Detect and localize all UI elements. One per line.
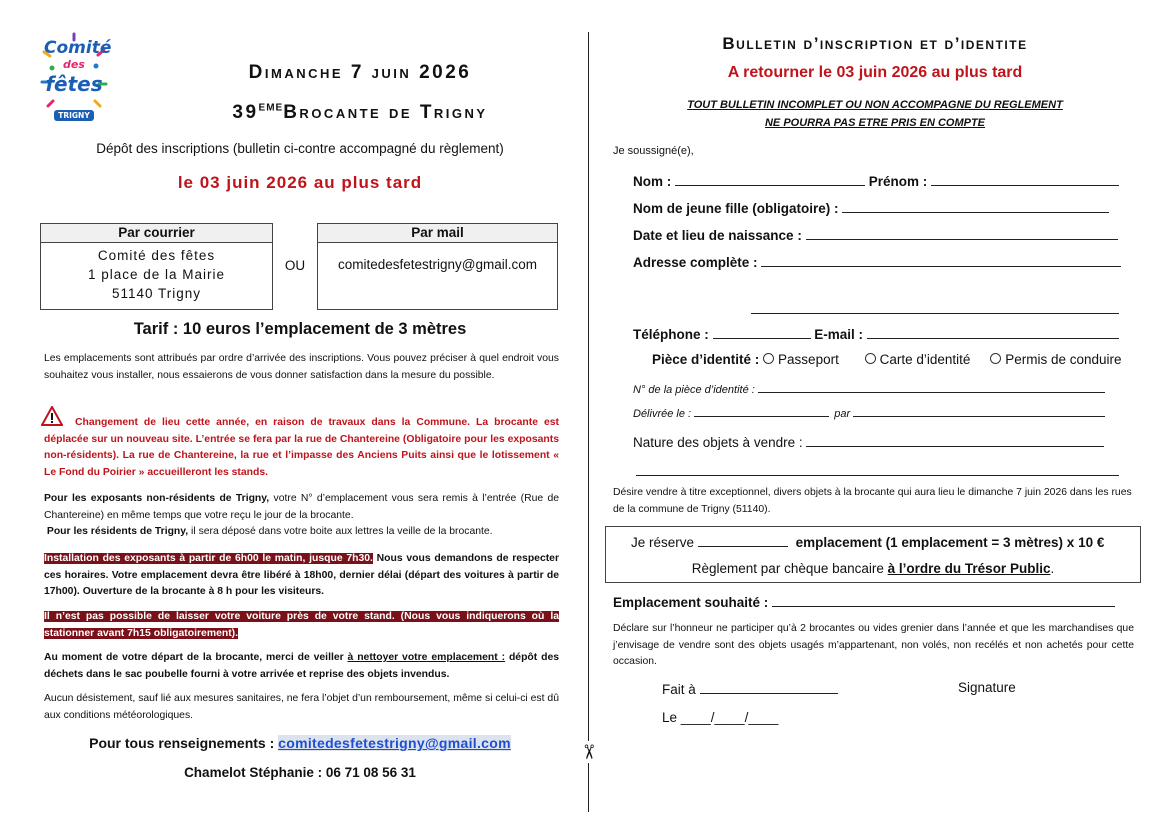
delivree-label: Délivrée le :: [633, 408, 692, 420]
form-title: Bulletin d’inscription et d’identite: [722, 34, 1028, 53]
fait-field[interactable]: [700, 680, 838, 694]
tarif: Tarif : 10 euros l’emplacement de 3 mètres: [133, 320, 467, 338]
row-adresse: [633, 253, 1121, 270]
event-date: Dimanche 7 juin 2026: [248, 62, 472, 83]
form-notice-1: TOUT BULLETIN INCOMPLET OU NON ACCOMPAGNE DU REGLEMENT: [687, 99, 1063, 111]
row-jeune-fille: [633, 199, 1109, 216]
row-piece: [652, 352, 1122, 367]
permis-label: Permis de conduire: [1005, 352, 1122, 367]
row-telephone: [633, 325, 1119, 342]
reserve-quantity-field[interactable]: [698, 533, 788, 547]
event-number: 39: [232, 102, 259, 123]
reglement-row: [606, 561, 1140, 576]
radio-carte-identite[interactable]: [865, 353, 876, 364]
courrier-line-3: 51140 Trigny: [111, 286, 202, 301]
cleanup-text-a: Au moment de votre départ de la brocante, merci de veiller: [44, 652, 348, 663]
reserve-row: [631, 533, 1104, 550]
jeune-fille-label: Nom de jeune fille (obligatoire) :: [633, 201, 839, 216]
carte-identite-label: Carte d’identité: [879, 352, 971, 367]
nom-field[interactable]: [675, 172, 865, 186]
par-label: par: [834, 408, 851, 420]
mail-box-header: Par mail: [318, 224, 557, 243]
declaration-text: Déclare sur l’honneur ne participer qu’à 2 brocantes ou vides grenier dans l’année et que les marchandises que j’envisage de vendre sont des objets usagés m’appartenant, non volés, non recélés et non achetés pour cette occasion.: [613, 623, 1134, 668]
installation-text: Nous vous demandons de respecter ces horaires. Votre emplacement devra être libéré à 18h00, dernier délai (départ des voitures à partir de 17h00). Ouverture de la brocante à 8 h pour les visiteurs.: [44, 553, 560, 598]
num-piece-label: N° de la pièce d’identité :: [633, 384, 755, 396]
courrier-box-header: Par courrier: [41, 224, 272, 243]
reservation-box: [605, 526, 1141, 583]
form-deadline: A retourner le 03 juin 2026 au plus tard: [727, 64, 1023, 81]
adresse-field-line-2[interactable]: [751, 300, 1119, 314]
desire-text: Désire vendre à titre exceptionnel, divers objets à la brocante qui aura lieu le dimanche 7 juin 2026 dans les rues de la commune de Trigny (51140).: [613, 487, 1132, 515]
radio-permis[interactable]: [990, 353, 1001, 364]
telephone-label: Téléphone :: [633, 327, 709, 342]
paragraph-non-residents: [44, 491, 559, 541]
parking-highlight: Il n’est pas possible de laisser votre voiture près de votre stand. (Nous vous indiquerons où la stationner avant 7h15 obligatoirement).: [44, 611, 559, 639]
residents-bold: Pour les résidents de Trigny,: [46, 526, 189, 538]
cut-line: [588, 32, 589, 812]
warning-text-content: Changement de lieu cette année, en raison de travaux dans la Commune. La brocante est déplacée sur un nouveau site. L’entrée se fera par la rue de Chantereine (Obligatoire pour les exposants non-résidents). La rue de Chantereine, la rue et l’impasse des Anciens Puits ainsi que le lotissement « Le Fond du Poirier » accueilleront les stands.: [44, 417, 559, 478]
num-piece-field[interactable]: [758, 382, 1105, 393]
naissance-field[interactable]: [806, 226, 1118, 240]
logo-text-comite: Comité: [44, 38, 112, 58]
paragraph-emplacements: Les emplacements sont attribués par ordre d’arrivée des inscriptions. Vous pouvez préciser à quel endroit vous souhaitez vous installer, nous essaierons de vous donner satisfaction dans la mesure du possible.: [44, 353, 559, 381]
form-notice-2: NE POURRA PAS ETRE PRIS EN COMPTE: [764, 117, 986, 129]
passeport-label: Passeport: [778, 352, 839, 367]
paragraph-cleanup: [44, 650, 559, 683]
prenom-label: Prénom :: [868, 174, 928, 189]
courrier-line-2: 1 place de la Mairie: [87, 267, 226, 282]
courrier-box: [40, 223, 273, 310]
warning-text: [44, 415, 559, 481]
piece-label: Pièce d’identité :: [652, 352, 760, 367]
cleanup-underline: à nettoyer votre emplacement :: [347, 652, 506, 663]
jeune-fille-field[interactable]: [842, 199, 1109, 213]
mail-box: [317, 223, 558, 310]
nom-label: Nom :: [633, 174, 672, 189]
contact-email-link[interactable]: comitedesfetestrigny@gmail.com: [278, 735, 511, 751]
courrier-line-1: Comité des fêtes: [97, 248, 216, 263]
adresse-label: Adresse complète :: [633, 255, 758, 270]
contact-line: [40, 735, 560, 751]
residents-text: il sera déposé dans votre boite aux lettres la veille de la brocante.: [188, 526, 493, 538]
reserve-text: emplacement (1 emplacement = 3 mètres) x 10 €: [795, 535, 1105, 550]
deposit-text: Dépôt des inscriptions (bulletin ci-contre accompagné du règlement): [96, 141, 504, 156]
reserve-label: Je réserve: [631, 535, 695, 550]
nature-field[interactable]: [806, 433, 1104, 447]
row-fait: [662, 680, 838, 697]
non-residents-bold: Pour les exposants non-résidents de Trigny,: [44, 493, 270, 504]
paragraph-desistement: Aucun désistement, sauf lié aux mesures sanitaires, ne fera l’objet d’un remboursement, même si celui-ci est dû aux conditions météorologiques.: [44, 693, 559, 721]
cleanup-text-b: dépôt des déchets dans le sac poubelle fourni à votre arrivée et reprise des objets invendus.: [44, 652, 559, 680]
row-num-piece: [633, 382, 1105, 396]
non-residents-text: votre N° d’emplacement vous sera remis à l’entrée (Rue de Chantereine) en même temps que votre reçu le jour de la brocante.: [44, 493, 560, 521]
nature-field-line-2[interactable]: [636, 462, 1119, 476]
ou-separator: OU: [284, 258, 306, 273]
delivree-par-field[interactable]: [853, 406, 1105, 417]
scissors-icon: ✂: [577, 741, 601, 763]
soussigne-label: Je soussigné(e),: [613, 145, 694, 157]
event-title: [180, 102, 540, 124]
delivree-date-field[interactable]: [694, 406, 829, 417]
contact-label: Pour tous renseignements :: [89, 735, 279, 751]
email-field[interactable]: [867, 325, 1119, 339]
prenom-field[interactable]: [931, 172, 1119, 186]
row-delivree: [633, 406, 1105, 420]
row-nature: [633, 433, 1104, 450]
logo-text-des: des: [63, 58, 85, 71]
courrier-address: [41, 243, 272, 303]
installation-highlight: Installation des exposants à partir de 6h00 le matin, jusque 7h30.: [44, 553, 373, 564]
row-souhaite: [613, 593, 1115, 610]
radio-passeport[interactable]: [763, 353, 774, 364]
reglement-ordre: à l’ordre du Trésor Public: [887, 561, 1051, 576]
reglement-end: .: [1050, 561, 1055, 576]
adresse-field[interactable]: [761, 253, 1121, 267]
signature-label: Signature: [958, 680, 1016, 695]
telephone-field[interactable]: [713, 325, 811, 339]
left-deadline: le 03 juin 2026 au plus tard: [177, 173, 423, 192]
reglement-text: Règlement par chèque bancaire: [691, 561, 888, 576]
date-field[interactable]: Le ____/____/____: [662, 710, 779, 725]
paragraph-installation: [44, 551, 559, 601]
event-name: Brocante de Trigny: [283, 102, 488, 123]
naissance-label: Date et lieu de naissance :: [633, 228, 802, 243]
logo-banner: TRIGNY: [58, 111, 90, 120]
mail-box-address[interactable]: comitedesfetestrigny@gmail.com: [337, 257, 538, 272]
event-number-suffix: EME: [258, 102, 284, 114]
contact-name: Chamelot Stéphanie : 06 71 08 56 31: [184, 765, 416, 780]
logo-text-fetes: fêtes: [45, 72, 103, 96]
nature-label: Nature des objets à vendre :: [633, 435, 803, 450]
paragraph-parking: [44, 609, 559, 642]
fait-label: Fait à: [662, 682, 696, 697]
row-naissance: [633, 226, 1118, 243]
souhaite-label: Emplacement souhaité :: [613, 595, 769, 610]
logo: [38, 32, 110, 124]
souhaite-field[interactable]: [772, 593, 1115, 607]
email-label: E-mail :: [814, 327, 864, 342]
row-nom: [633, 172, 1119, 189]
